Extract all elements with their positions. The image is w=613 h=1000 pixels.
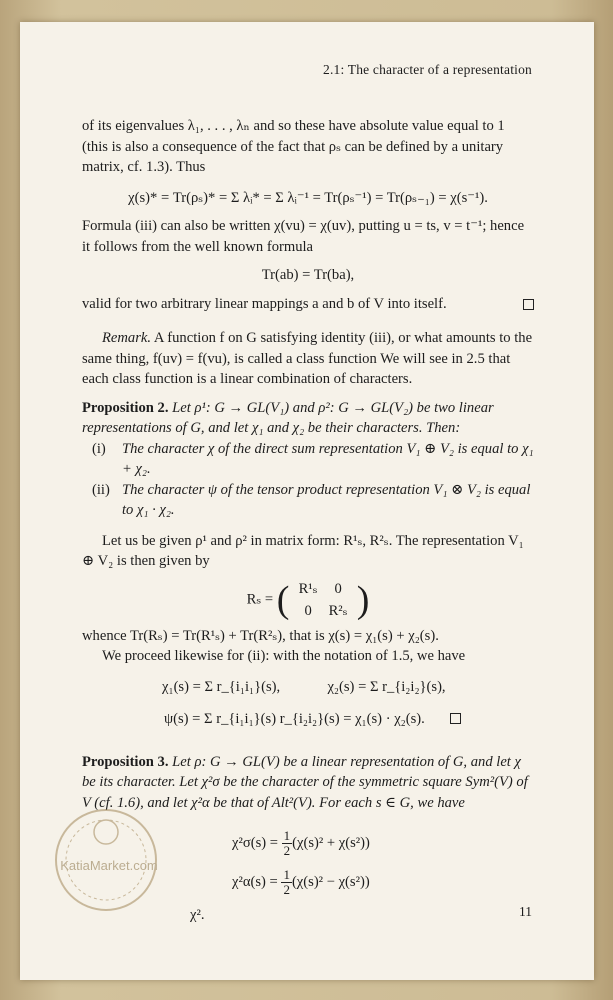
right-paren-icon: ) (356, 578, 370, 621)
equation-sym-square (232, 829, 534, 858)
proposition-2-item-ii (92, 480, 534, 521)
remark-label: Remark. (102, 330, 152, 346)
equation-chi1: χ₁(s) = Σ r_{i₁i₁}(s), (162, 678, 281, 695)
equation-psi (164, 709, 534, 730)
equation-block-matrix (82, 578, 534, 622)
watermark-text: KatiaMarket.com (60, 858, 158, 873)
fraction-denominator: 2 (283, 882, 290, 897)
proposition-2-item-i (92, 439, 534, 480)
qed-box-icon (523, 299, 534, 310)
equation-chi-sums (162, 677, 534, 698)
page-number: 11 (519, 903, 532, 919)
matrix-b: 0 (334, 580, 342, 597)
equation-chi2: χ₂(s) = Σ r_{i₂i₂}(s), (327, 678, 446, 695)
paragraph-valid-text: valid for two arbitrary linear mappings a and b of V into itself. (82, 295, 447, 312)
paragraph-eigenvalues: of its eigenvalues λ₁, . . . , λₙ and so these have absolute value equal to 1 (this is also a consequence of the fact that ρₛ can be defined by a unitary matrix, cf. 1.3). Thus (82, 118, 505, 175)
remark-text: A function f on G satisfying identity (iii), or what amounts to the same thing, f(uv) = f(vu), is called a class function We will see in 2.5 that each class function is a linear combination of characters. (82, 330, 533, 387)
equation-psi-text: ψ(s) = Σ r_{i₁i₁}(s) r_{i₂i₂}(s) = χ₁(s) · χ₂(s). (164, 711, 425, 727)
matrix-entries (293, 578, 353, 622)
fraction-half (281, 868, 292, 897)
item-i-tag: (i) (92, 440, 106, 457)
left-paren-icon: ( (276, 578, 290, 621)
fraction-half (282, 829, 293, 858)
equation-alt-square (232, 868, 534, 897)
item-ii-tag: (ii) (92, 481, 110, 498)
matrix-c: 0 (304, 602, 312, 619)
paragraph-formula-iii: Formula (iii) can also be written χ(vu) = χ(uv), putting u = ts, v = t⁻¹; hence it follows from the well known formula (82, 218, 525, 255)
sym-rhs: (χ(s)² + χ(s²)) (292, 834, 370, 851)
matrix-a: R¹ₛ (298, 580, 318, 597)
sym-lhs: χ²σ(s) = (232, 834, 278, 851)
proposition-3-text: Let ρ: G → GL(V) be a linear representation of G, and let χ be its character. Let χ²σ be the character of the symmetric square Sym²(V) of V (cf. 1.6), and let χ²α be that of Alt²(V). For each s ∈ G, we have (82, 753, 528, 811)
paragraph-likewise: We proceed likewise for (ii): with the notation of 1.5, we have (102, 648, 466, 664)
fraction-numerator: 1 (283, 867, 290, 882)
matrix-lhs: Rₛ = (246, 590, 274, 607)
trailing-text: χ². (190, 907, 205, 923)
paragraph-matrix-form: Let us be given ρ¹ and ρ² in matrix form: R¹ₛ, R²ₛ. The representation V₁ ⊕ V₂ is then given by (82, 532, 524, 569)
paragraph-valid (82, 294, 534, 315)
proposition-3-label: Proposition 3. (82, 753, 169, 770)
qed-box-icon (450, 713, 461, 724)
paragraph-whence: whence Tr(Rₛ) = Tr(R¹ₛ) + Tr(R²ₛ), that is χ(s) = χ₁(s) + χ₂(s). (82, 627, 439, 644)
matrix-d: R²ₛ (328, 602, 348, 619)
equation-trace: Tr(ab) = Tr(ba), (261, 267, 355, 283)
remark-paragraph (82, 328, 534, 390)
proposition-2 (82, 398, 534, 439)
alt-rhs: (χ(s)² − χ(s²)) (291, 873, 370, 890)
equation-character-conjugate: χ(s)* = Tr(ρₛ)* = Σ λᵢ* = Σ λᵢ⁻¹ = Tr(ρₛ⁻¹) = Tr(ρₛ₋₁) = χ(s⁻¹). (128, 189, 488, 206)
item-ii-text: The character ψ of the tensor product representation V₁ ⊗ V₂ is equal to χ₁ · χ₂. (122, 481, 531, 518)
watermark-seal (36, 800, 176, 930)
item-i-text: The character χ of the direct sum representation V₁ ⊕ V₂ is equal to χ₁ + χ₂. (122, 440, 534, 477)
running-header: 2.1: The character of a representation (323, 62, 532, 77)
fraction-denominator: 2 (283, 843, 291, 858)
alt-lhs: χ²α(s) = (232, 873, 278, 890)
proposition-2-label: Proposition 2. (82, 399, 169, 416)
fraction-numerator: 1 (283, 828, 291, 843)
proposition-2-text: Let ρ¹: G → GL(V₁) and ρ²: G → GL(V₂) be two linear representations of G, and let χ₁ and χ₂ be their characters. Then: (82, 399, 494, 436)
